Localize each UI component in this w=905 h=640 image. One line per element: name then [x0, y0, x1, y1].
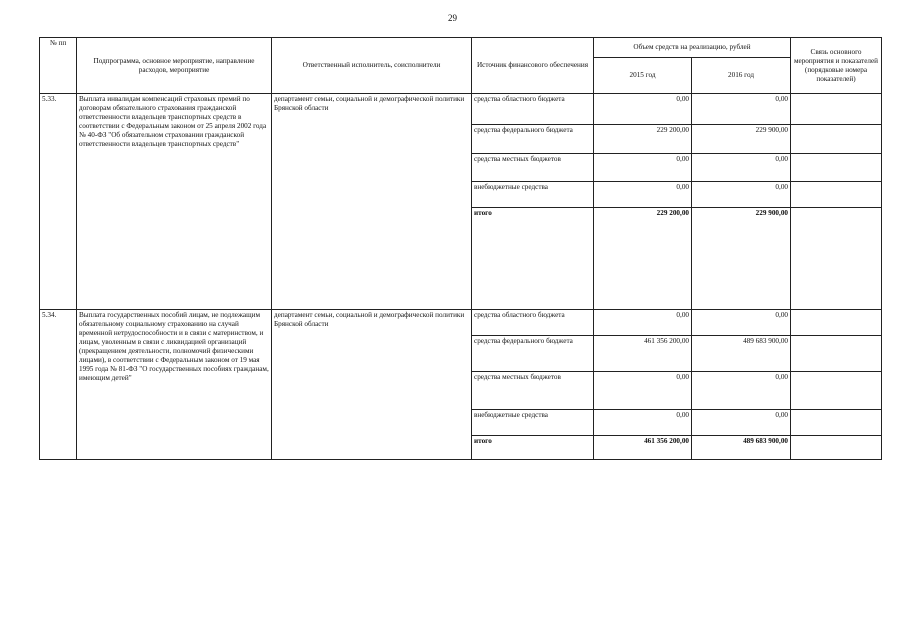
source-cell: средства областного бюджета	[472, 310, 594, 336]
source-cell-total: итого	[472, 436, 594, 460]
section-description: Выплата государственных пособий лицам, не подлежащим обязательному социальному страхованию на случай временной нетрудоспособности и в связи с материнством, и лицам, уволенным в связи с ликвидацией организаций (прекращением деятельности, полномочий физическими лицами), в соответствии с Федеральным законом от 19 мая 1995 года № 81-ФЗ "О государственных пособиях гражданам, имеющим детей"	[77, 310, 272, 460]
header-source: Источник финансового обеспечения	[472, 38, 594, 94]
header-year-2015: 2015 год	[594, 58, 692, 94]
amount-2016: 0,00	[692, 182, 791, 208]
amount-2015: 0,00	[594, 154, 692, 182]
source-cell: внебюджетные средства	[472, 182, 594, 208]
budget-table	[39, 37, 882, 460]
header-link: Связь основного мероприятия и показателей (порядковые номера показателей)	[791, 38, 882, 94]
header-year-2016: 2016 год	[692, 58, 791, 94]
amount-2016-total: 489 683 900,00	[692, 436, 791, 460]
source-cell: средства местных бюджетов	[472, 372, 594, 410]
page-number: 29	[448, 13, 457, 23]
link-cell	[791, 436, 882, 460]
amount-2016: 229 900,00	[692, 125, 791, 154]
section-number: 5.34.	[40, 310, 77, 460]
link-cell	[791, 94, 882, 125]
source-cell: средства федерального бюджета	[472, 125, 594, 154]
section-number: 5.33.	[40, 94, 77, 310]
header-volume: Объем средств на реализацию, рублей	[594, 38, 791, 58]
amount-2015: 0,00	[594, 94, 692, 125]
amount-2016: 0,00	[692, 310, 791, 336]
amount-2016: 0,00	[692, 154, 791, 182]
link-cell	[791, 154, 882, 182]
source-cell-total: итого	[472, 208, 594, 310]
source-cell: внебюджетные средства	[472, 410, 594, 436]
amount-2016: 489 683 900,00	[692, 336, 791, 372]
amount-2016-total: 229 900,00	[692, 208, 791, 310]
source-cell: средства областного бюджета	[472, 94, 594, 125]
amount-2015: 0,00	[594, 310, 692, 336]
link-cell	[791, 410, 882, 436]
amount-2016: 0,00	[692, 410, 791, 436]
source-cell: средства федерального бюджета	[472, 336, 594, 372]
header-responsible: Ответственный исполнитель, соисполнители	[272, 38, 472, 94]
link-cell	[791, 125, 882, 154]
table-row	[40, 310, 882, 336]
link-cell	[791, 208, 882, 310]
link-cell	[791, 310, 882, 336]
amount-2016: 0,00	[692, 94, 791, 125]
section-description: Выплата инвалидам компенсаций страховых премий по договорам обязательного страхования гражданской ответственности владельцев транспортных средств в соответствии с Федеральным законом от 25 апреля 2002 года № 40-ФЗ "Об обязательном страховании гражданской ответственности владельцев транспортных средств"	[77, 94, 272, 310]
amount-2015: 229 200,00	[594, 125, 692, 154]
header-number: № пп	[40, 38, 77, 94]
section-responsible: департамент семьи, социальной и демографической политики Брянской области	[272, 310, 472, 460]
amount-2015: 461 356 200,00	[594, 336, 692, 372]
amount-2015: 0,00	[594, 182, 692, 208]
link-cell	[791, 372, 882, 410]
table-row	[40, 94, 882, 125]
amount-2015: 0,00	[594, 410, 692, 436]
amount-2015: 0,00	[594, 372, 692, 410]
amount-2015-total: 461 356 200,00	[594, 436, 692, 460]
header-subprogram: Подпрограмма, основное мероприятие, направление расходов, мероприятие	[77, 38, 272, 94]
link-cell	[791, 182, 882, 208]
amount-2016: 0,00	[692, 372, 791, 410]
source-cell: средства местных бюджетов	[472, 154, 594, 182]
amount-2015-total: 229 200,00	[594, 208, 692, 310]
section-responsible: департамент семьи, социальной и демографической политики Брянской области	[272, 94, 472, 310]
link-cell	[791, 336, 882, 372]
